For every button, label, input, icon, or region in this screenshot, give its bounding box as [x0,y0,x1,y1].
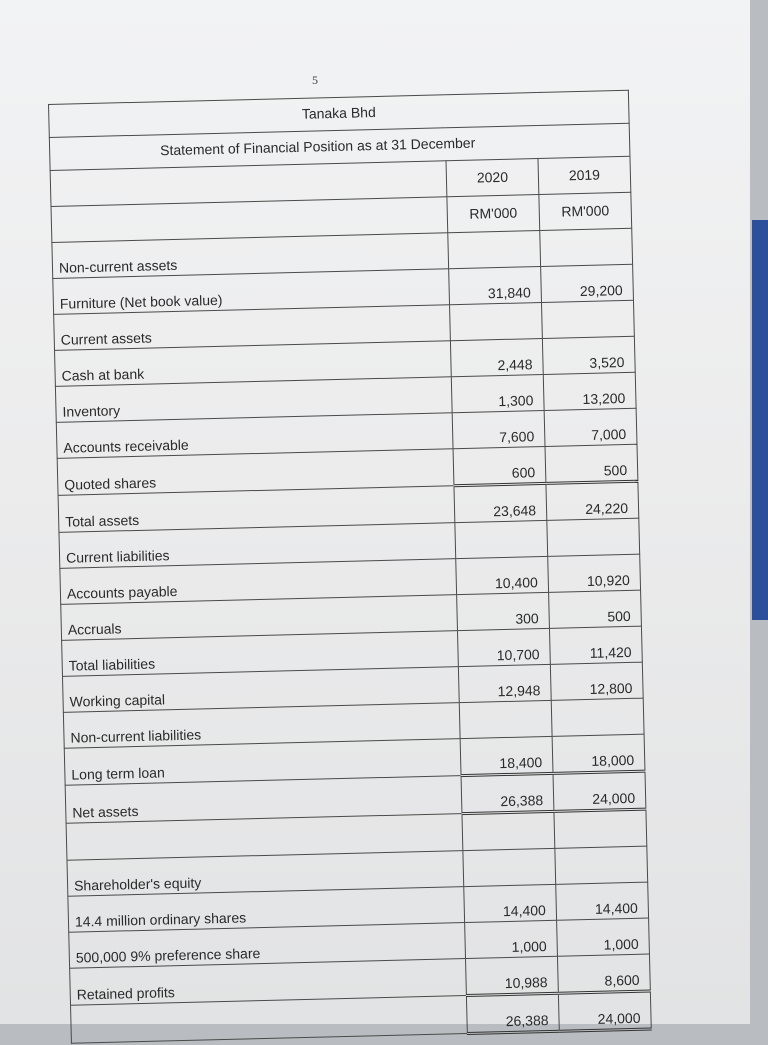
value-2020: 26,388 [461,773,554,813]
value-2020: 10,400 [456,556,549,594]
value-2019: 24,000 [558,991,651,1031]
value-2020: 7,600 [452,410,545,448]
statement-title: Statement of Financial Position as at 31 December [49,123,630,170]
value-2020: 10,988 [466,956,559,995]
value-2019: 13,200 [543,372,636,410]
value-2019 [551,698,644,736]
value-2020 [463,848,556,886]
value-2020: 300 [457,592,550,630]
statement-table [48,90,652,1045]
value-2020: 10,700 [457,628,550,666]
year-2019: 2019 [538,156,631,194]
row-label: Furniture (Net book value) [53,269,450,315]
row-label: Non-current liabilities [63,703,460,749]
row-label: Accounts payable [60,559,457,605]
value-2019: 24,220 [546,481,639,520]
value-2020 [462,811,555,850]
value-2020: 31,840 [449,267,542,305]
value-2020: 600 [453,446,546,485]
value-2020: 23,648 [454,483,547,522]
value-2020 [459,700,552,738]
value-2019: 18,000 [552,734,645,773]
row-label: Accounts receivable [56,413,453,459]
value-2019: 8,600 [557,954,650,993]
value-2020: 14,400 [464,884,557,922]
value-2019 [540,228,633,266]
row-label: Accruals [61,595,458,641]
row-label: Total assets [58,486,455,533]
row-label: Long term loan [64,739,461,786]
value-2019: 500 [549,590,642,628]
value-2020: 18,400 [460,736,553,775]
value-2019: 10,920 [548,554,641,592]
value-2020: 1,300 [451,374,544,412]
value-2020: 1,000 [465,920,558,958]
row-label: 14.4 million ordinary shares [68,887,465,933]
value-2019: 11,420 [549,626,642,664]
value-2019 [554,809,647,848]
value-2019: 12,800 [550,662,643,700]
value-2020: 26,388 [466,993,559,1033]
value-2020 [450,303,543,341]
company-name: Tanaka Bhd [49,90,630,137]
year-2020: 2020 [446,159,539,197]
value-2019: 24,000 [553,771,646,811]
row-label: Retained profits [70,959,467,1006]
value-2019: 500 [545,444,638,483]
value-2019: 14,400 [556,882,649,920]
row-label: Total liabilities [62,631,459,677]
value-2020 [455,520,548,558]
value-2020: 12,948 [458,664,551,702]
value-2020 [448,231,541,269]
value-2019 [547,518,640,556]
value-2019: 29,200 [541,264,634,302]
background-object [752,220,768,620]
value-2019: 3,520 [542,336,635,374]
value-2019: 1,000 [557,918,650,956]
row-label: Non-current assets [52,233,449,279]
unit-2020: RM'000 [447,195,540,233]
value-2019 [555,846,648,884]
value-2019: 7,000 [544,408,637,446]
financial-statement [48,90,651,1045]
value-2019 [541,300,634,338]
row-label: Current assets [54,305,451,351]
unit-2019: RM'000 [539,192,632,230]
row-label: Current liabilities [59,523,456,569]
row-label: Cash at bank [55,341,452,387]
row-label: Net assets [65,776,462,824]
row-label: Working capital [62,667,459,713]
row-label: Inventory [55,377,452,423]
row-label: Shareholder's equity [67,851,464,897]
row-label: Quoted shares [57,449,454,496]
value-2020: 2,448 [450,338,543,376]
page-number: 5 [312,73,318,87]
row-label: 500,000 9% preference share [69,923,466,969]
